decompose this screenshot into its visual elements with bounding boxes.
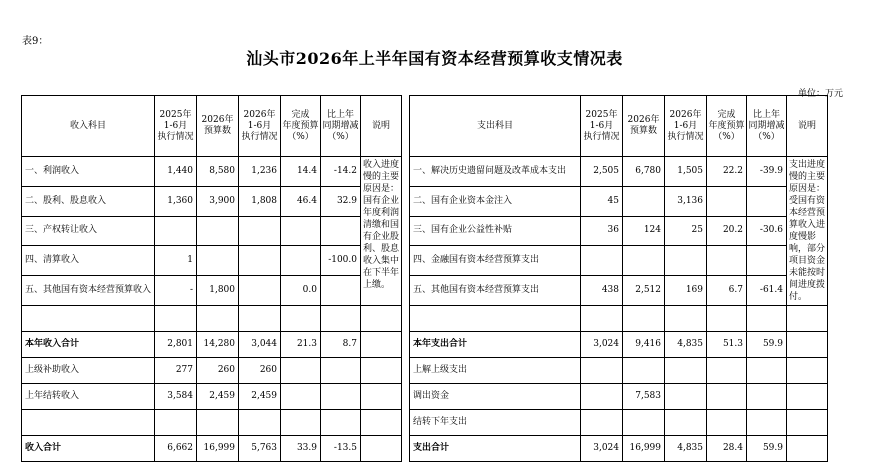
- out-cell: 四、金融国有资本经营预算支出: [410, 246, 581, 276]
- out-cell: [747, 246, 787, 276]
- out-cell: 6.7: [707, 276, 747, 306]
- out-cell: 45: [581, 186, 623, 216]
- in-cell: [281, 384, 321, 410]
- in-cell: [281, 246, 321, 276]
- in-cell: 1: [155, 246, 197, 276]
- in-cell: [197, 246, 239, 276]
- expense-header-2026: 2026年 1-6月 执行情况: [665, 96, 707, 157]
- in-cell: -13.5: [321, 436, 361, 462]
- in-cell: 14,280: [197, 332, 239, 358]
- in-cell: [197, 306, 239, 332]
- column-gap: [402, 410, 410, 436]
- in-cell: 2,459: [239, 384, 281, 410]
- in-cell: 16,999: [197, 436, 239, 462]
- out-cell: [623, 306, 665, 332]
- table-row: [22, 332, 828, 358]
- column-gap: [402, 436, 410, 462]
- income-note-empty: [361, 436, 402, 462]
- in-cell: 46.4: [281, 186, 321, 216]
- in-cell: [321, 410, 361, 436]
- out-cell: [747, 358, 787, 384]
- out-cell: 五、其他国有资本经营预算支出: [410, 276, 581, 306]
- income-note-empty: [361, 358, 402, 384]
- income-note-empty: [361, 384, 402, 410]
- in-cell: 260: [239, 358, 281, 384]
- header-row: [22, 96, 828, 157]
- in-cell: 3,900: [197, 186, 239, 216]
- expense-note-empty: [787, 410, 828, 436]
- out-cell: 22.2: [707, 157, 747, 187]
- in-cell: [321, 306, 361, 332]
- column-gap: [402, 306, 410, 332]
- in-cell: [239, 306, 281, 332]
- in-cell: 21.3: [281, 332, 321, 358]
- out-cell: 6,780: [623, 157, 665, 187]
- out-cell: 一、解决历史遗留问题及改革成本支出: [410, 157, 581, 187]
- in-cell: 33.9: [281, 436, 321, 462]
- in-cell: 5,763: [239, 436, 281, 462]
- in-cell: [239, 410, 281, 436]
- table-row: [22, 410, 828, 436]
- out-cell: 上解上级支出: [410, 358, 581, 384]
- column-gap: [402, 157, 410, 187]
- in-cell: 1,808: [239, 186, 281, 216]
- out-cell: [665, 410, 707, 436]
- income-note-empty: [361, 306, 402, 332]
- column-gap: [402, 186, 410, 216]
- out-cell: [623, 246, 665, 276]
- table-row: [22, 436, 828, 462]
- out-cell: 3,024: [581, 436, 623, 462]
- table-row: [22, 276, 828, 306]
- table-row: [22, 384, 828, 410]
- out-cell: 4,835: [665, 332, 707, 358]
- income-header-note: 说明: [361, 96, 402, 157]
- expense-note-empty: [787, 436, 828, 462]
- out-cell: [581, 358, 623, 384]
- in-cell: 3,044: [239, 332, 281, 358]
- column-gap: [402, 384, 410, 410]
- in-cell: 6,662: [155, 436, 197, 462]
- out-cell: 本年支出合计: [410, 332, 581, 358]
- out-cell: [581, 384, 623, 410]
- in-cell: [197, 216, 239, 246]
- income-header-2026: 2026年 1-6月 执行情况: [239, 96, 281, 157]
- income-note: 收入进度慢的主要原因是：国有企业年度利润清缴和国有企业股利、股息收入集中在下半年上缴。: [361, 157, 402, 306]
- in-cell: [281, 216, 321, 246]
- table-row: [22, 216, 828, 246]
- table-row: [22, 246, 828, 276]
- in-cell: 上级补助收入: [22, 358, 155, 384]
- expense-note-empty: [787, 332, 828, 358]
- in-cell: 2,801: [155, 332, 197, 358]
- out-cell: 3,024: [581, 332, 623, 358]
- expense-header-2025: 2025年 1-6月 执行情况: [581, 96, 623, 157]
- out-cell: 结转下年支出: [410, 410, 581, 436]
- in-cell: -100.0: [321, 246, 361, 276]
- expense-header-subject: 支出科目: [410, 96, 581, 157]
- out-cell: [665, 306, 707, 332]
- in-cell: [22, 306, 155, 332]
- in-cell: [281, 410, 321, 436]
- income-note-empty: [361, 410, 402, 436]
- in-cell: 3,584: [155, 384, 197, 410]
- out-cell: [747, 384, 787, 410]
- out-cell: 7,583: [623, 384, 665, 410]
- table-row: [22, 186, 828, 216]
- in-cell: 32.9: [321, 186, 361, 216]
- out-cell: 59.9: [747, 436, 787, 462]
- out-cell: -30.6: [747, 216, 787, 246]
- in-cell: [22, 410, 155, 436]
- out-cell: 调出资金: [410, 384, 581, 410]
- out-cell: 1,505: [665, 157, 707, 187]
- in-cell: 上年结转收入: [22, 384, 155, 410]
- out-cell: 16,999: [623, 436, 665, 462]
- out-cell: [707, 410, 747, 436]
- out-cell: -61.4: [747, 276, 787, 306]
- in-cell: -14.2: [321, 157, 361, 187]
- out-cell: 20.2: [707, 216, 747, 246]
- in-cell: 277: [155, 358, 197, 384]
- expense-header-budget: 2026年 预算数: [623, 96, 665, 157]
- in-cell: 0.0: [281, 276, 321, 306]
- out-cell: 9,416: [623, 332, 665, 358]
- in-cell: 四、清算收入: [22, 246, 155, 276]
- out-cell: [707, 186, 747, 216]
- in-cell: [281, 358, 321, 384]
- expense-note-empty: [787, 306, 828, 332]
- in-cell: -: [155, 276, 197, 306]
- in-cell: [239, 216, 281, 246]
- in-cell: [321, 216, 361, 246]
- column-gap: [402, 332, 410, 358]
- out-cell: [581, 246, 623, 276]
- out-cell: 51.3: [707, 332, 747, 358]
- out-cell: 36: [581, 216, 623, 246]
- out-cell: 三、国有企业公益性补贴: [410, 216, 581, 246]
- out-cell: [665, 384, 707, 410]
- table-row: [22, 306, 828, 332]
- expense-header-completion: 完成 年度预算 （%）: [707, 96, 747, 157]
- in-cell: [239, 246, 281, 276]
- income-header-budget: 2026年 预算数: [197, 96, 239, 157]
- in-cell: 五、其他国有资本经营预算收入: [22, 276, 155, 306]
- in-cell: 2,459: [197, 384, 239, 410]
- out-cell: [747, 306, 787, 332]
- out-cell: [623, 410, 665, 436]
- in-cell: [155, 306, 197, 332]
- expense-header-note: 说明: [787, 96, 828, 157]
- out-cell: [747, 186, 787, 216]
- income-header-2025: 2025年 1-6月 执行情况: [155, 96, 197, 157]
- out-cell: [665, 358, 707, 384]
- out-cell: [665, 246, 707, 276]
- out-cell: 25: [665, 216, 707, 246]
- out-cell: [581, 410, 623, 436]
- expense-note-empty: [787, 358, 828, 384]
- out-cell: [623, 186, 665, 216]
- in-cell: 1,236: [239, 157, 281, 187]
- in-cell: [321, 358, 361, 384]
- out-cell: 28.4: [707, 436, 747, 462]
- in-cell: 1,360: [155, 186, 197, 216]
- in-cell: 8.7: [321, 332, 361, 358]
- table-row: [22, 358, 828, 384]
- out-cell: 3,136: [665, 186, 707, 216]
- out-cell: [747, 410, 787, 436]
- income-header-completion: 完成 年度预算 （%）: [281, 96, 321, 157]
- in-cell: 8,580: [197, 157, 239, 187]
- out-cell: [707, 306, 747, 332]
- page-title: 汕头市2026年上半年国有资本经营预算收支情况表: [246, 49, 623, 68]
- in-cell: [239, 276, 281, 306]
- out-cell: 2,505: [581, 157, 623, 187]
- page-label: 表9：: [22, 36, 49, 47]
- out-cell: -39.9: [747, 157, 787, 187]
- in-cell: [321, 384, 361, 410]
- income-header-yoy: 比上年 同期增减 （%）: [321, 96, 361, 157]
- out-cell: 438: [581, 276, 623, 306]
- out-cell: [410, 306, 581, 332]
- column-gap: [402, 216, 410, 246]
- in-cell: [155, 216, 197, 246]
- in-cell: 本年收入合计: [22, 332, 155, 358]
- column-gap: [402, 276, 410, 306]
- expense-note-empty: [787, 384, 828, 410]
- expense-note: 支出进度慢的主要原因是：受国有资本经营预算收入进度慢影响，部分项目资金未能按时间进度拨付。: [787, 157, 828, 306]
- out-cell: 二、国有企业资本金注入: [410, 186, 581, 216]
- in-cell: 三、产权转让收入: [22, 216, 155, 246]
- in-cell: [281, 306, 321, 332]
- column-gap: [402, 358, 410, 384]
- income-header-subject: 收入科目: [22, 96, 155, 157]
- in-cell: 14.4: [281, 157, 321, 187]
- out-cell: 2,512: [623, 276, 665, 306]
- in-cell: [155, 410, 197, 436]
- out-cell: [707, 246, 747, 276]
- in-cell: 二、股利、股息收入: [22, 186, 155, 216]
- table-row: [22, 157, 828, 187]
- in-cell: 1,440: [155, 157, 197, 187]
- income-note-empty: [361, 332, 402, 358]
- in-cell: 1,800: [197, 276, 239, 306]
- budget-table: [21, 95, 828, 462]
- in-cell: [197, 410, 239, 436]
- in-cell: 一、利润收入: [22, 157, 155, 187]
- in-cell: [321, 276, 361, 306]
- out-cell: [707, 358, 747, 384]
- out-cell: 支出合计: [410, 436, 581, 462]
- out-cell: 4,835: [665, 436, 707, 462]
- out-cell: 59.9: [747, 332, 787, 358]
- out-cell: [623, 358, 665, 384]
- in-cell: 260: [197, 358, 239, 384]
- out-cell: 124: [623, 216, 665, 246]
- in-cell: 收入合计: [22, 436, 155, 462]
- column-gap: [402, 246, 410, 276]
- out-cell: 169: [665, 276, 707, 306]
- expense-header-yoy: 比上年 同期增减 （%）: [747, 96, 787, 157]
- column-gap: [402, 96, 410, 157]
- out-cell: [581, 306, 623, 332]
- out-cell: [707, 384, 747, 410]
- unit-label: 单位：万元: [797, 89, 843, 99]
